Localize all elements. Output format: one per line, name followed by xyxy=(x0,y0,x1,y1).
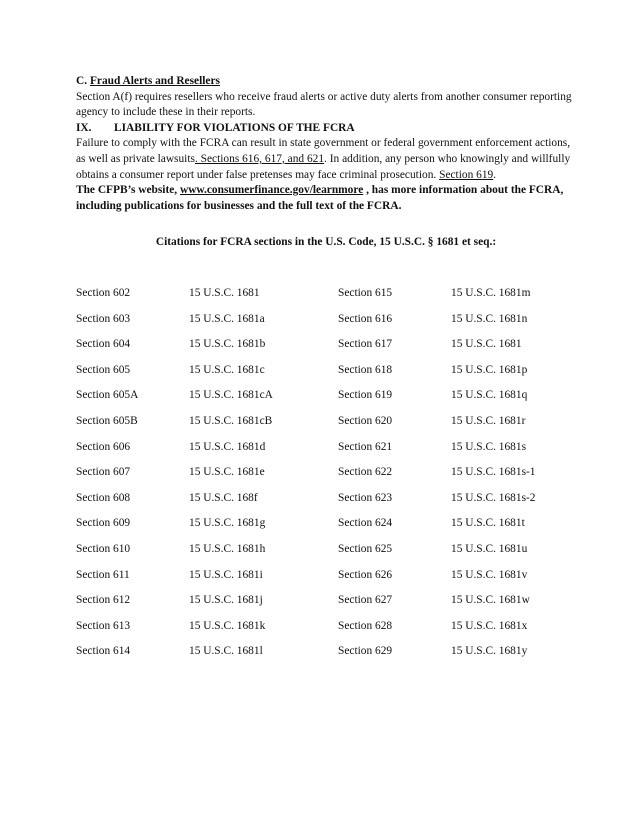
citation-usc-right: 15 U.S.C. 1681x xyxy=(451,619,528,632)
citation-usc-left: 15 U.S.C. 168f xyxy=(189,491,258,504)
citation-usc-left: 15 U.S.C. 1681 xyxy=(189,287,260,299)
citation-section-left: Section 612 xyxy=(76,594,131,607)
citation-usc-left: 15 U.S.C. 1681l xyxy=(189,645,263,658)
citation-usc-right: 15 U.S.C. 1681w xyxy=(451,594,530,607)
citation-usc-left: 15 U.S.C. 1681d xyxy=(189,440,266,453)
citation-section-right: Section 616 xyxy=(338,312,393,325)
section-ix-body-2: . In addition, any person who knowingly and willfully obtains a consumer report under false pretenses may face criminal prosecution. xyxy=(76,152,571,181)
citation-usc-left: 15 U.S.C. 1681a xyxy=(189,312,265,325)
citation-usc-left: 15 U.S.C. 1681c xyxy=(189,363,265,376)
section-ix-body-1: Failure to comply with the FCRA can result in state government or federal government enforcement actions, as well as private lawsuits xyxy=(76,137,571,165)
citation-section-left: Section 611 xyxy=(76,568,130,581)
citation-section-left: Section 606 xyxy=(76,440,131,453)
cfpb-suffix: , has more information about the FCRA, including publications for businesses and the full text of the FCRA. xyxy=(76,184,564,212)
citation-row xyxy=(76,543,576,569)
citation-usc-right: 15 U.S.C. 1681s-2 xyxy=(451,491,536,504)
citation-row xyxy=(76,389,576,415)
section-ix-number: IX. xyxy=(76,121,92,134)
citation-section-left: Section 605A xyxy=(76,389,139,402)
cfpb-paragraph xyxy=(76,183,576,214)
citation-row xyxy=(76,364,576,390)
citation-section-left: Section 610 xyxy=(76,542,131,555)
citation-section-left: Section 614 xyxy=(76,645,131,658)
citation-section-right: Section 620 xyxy=(338,414,393,427)
citation-usc-left: 15 U.S.C. 1681g xyxy=(189,517,266,530)
citation-usc-right: 15 U.S.C. 1681s-1 xyxy=(451,466,536,479)
citation-row xyxy=(76,517,576,543)
document-body xyxy=(76,74,576,214)
citation-usc-right: 15 U.S.C. 1681m xyxy=(451,287,531,299)
citation-section-right: Section 618 xyxy=(338,363,393,376)
citation-row xyxy=(76,338,576,364)
section-c-body: Section A(f) requires resellers who receive fraud alerts or active duty alerts from another consumer reporting agency to include these in their reports. xyxy=(76,90,572,119)
citation-section-right: Section 621 xyxy=(338,440,393,453)
citation-section-left: Section 609 xyxy=(76,517,131,530)
citation-row xyxy=(76,415,576,441)
citation-row xyxy=(76,492,576,518)
citation-usc-right: 15 U.S.C. 1681r xyxy=(451,414,526,427)
citation-usc-right: 15 U.S.C. 1681y xyxy=(451,645,528,658)
citation-usc-left: 15 U.S.C. 1681j xyxy=(189,594,263,607)
section-c-title: Fraud Alerts and Resellers xyxy=(89,75,220,87)
citation-usc-right: 15 U.S.C. 1681 xyxy=(451,338,522,351)
citation-row xyxy=(76,620,576,646)
citation-usc-right: 15 U.S.C. 1681q xyxy=(451,389,528,402)
citation-row xyxy=(76,313,576,339)
citation-usc-left: 15 U.S.C. 1681i xyxy=(189,568,263,581)
section-ix-heading xyxy=(76,121,576,137)
citation-section-right: Section 627 xyxy=(338,594,393,607)
cfpb-prefix: The CFPB’s website, xyxy=(76,184,180,197)
citation-usc-left: 15 U.S.C. 1681cA xyxy=(189,389,273,402)
citation-section-right: Section 628 xyxy=(338,619,393,632)
citation-usc-left: 15 U.S.C. 1681e xyxy=(189,466,265,479)
citation-section-left: Section 613 xyxy=(76,619,131,632)
section-ix-title: LIABILITY FOR VIOLATIONS OF THE FCRA xyxy=(114,121,355,134)
citation-section-left: Section 602 xyxy=(76,287,131,299)
citation-usc-right: 15 U.S.C. 1681s xyxy=(451,440,527,453)
citation-row xyxy=(76,569,576,595)
citation-row xyxy=(76,466,576,492)
citation-section-right: Section 623 xyxy=(338,491,393,504)
citation-section-left: Section 604 xyxy=(76,338,131,351)
citation-section-left: Section 603 xyxy=(76,312,131,325)
section-c-label: C. xyxy=(76,75,88,87)
citation-section-right: Section 617 xyxy=(338,338,393,351)
citation-section-right: Section 619 xyxy=(338,389,393,402)
section-c-heading xyxy=(76,74,576,90)
cfpb-website-link[interactable]: www.consumerfinance.gov/learnmore xyxy=(179,184,364,197)
citation-row xyxy=(76,287,576,313)
citation-section-left: Section 608 xyxy=(76,491,131,504)
citation-section-left: Section 605B xyxy=(76,414,138,427)
citation-usc-right: 15 U.S.C. 1681v xyxy=(451,568,528,581)
citation-usc-right: 15 U.S.C. 1681n xyxy=(451,312,528,325)
citation-usc-left: 15 U.S.C. 1681b xyxy=(189,338,266,351)
citation-section-right: Section 629 xyxy=(338,645,393,658)
citation-usc-right: 15 U.S.C. 1681u xyxy=(451,542,528,555)
citation-section-right: Section 615 xyxy=(338,287,393,299)
section-ix-body-3: . xyxy=(493,168,497,181)
citation-section-right: Section 624 xyxy=(338,517,393,530)
section-ix-body xyxy=(76,136,576,183)
citation-section-right: Section 626 xyxy=(338,568,393,581)
citation-section-right: Section 625 xyxy=(338,542,393,555)
citations-title: Citations for FCRA sections in the U.S. Code, 15 U.S.C. § 1681 et seq.: xyxy=(155,236,497,248)
citation-section-left: Section 605 xyxy=(76,363,131,376)
citation-row xyxy=(76,441,576,467)
citation-section-left: Section 607 xyxy=(76,466,131,479)
section-619-link[interactable]: Section 619 xyxy=(439,168,494,181)
citation-row xyxy=(76,645,576,671)
citation-section-right: Section 622 xyxy=(338,466,393,479)
citations-table xyxy=(76,287,576,671)
citation-row xyxy=(76,594,576,620)
citation-usc-left: 15 U.S.C. 1681h xyxy=(189,542,266,555)
citation-usc-left: 15 U.S.C. 1681k xyxy=(189,619,266,632)
citation-usc-right: 15 U.S.C. 1681p xyxy=(451,363,528,376)
sections-616-617-621-link[interactable]: . Sections 616, 617, and 621 xyxy=(194,152,325,165)
citation-usc-left: 15 U.S.C. 1681cB xyxy=(189,414,273,427)
citation-usc-right: 15 U.S.C. 1681t xyxy=(451,517,525,530)
